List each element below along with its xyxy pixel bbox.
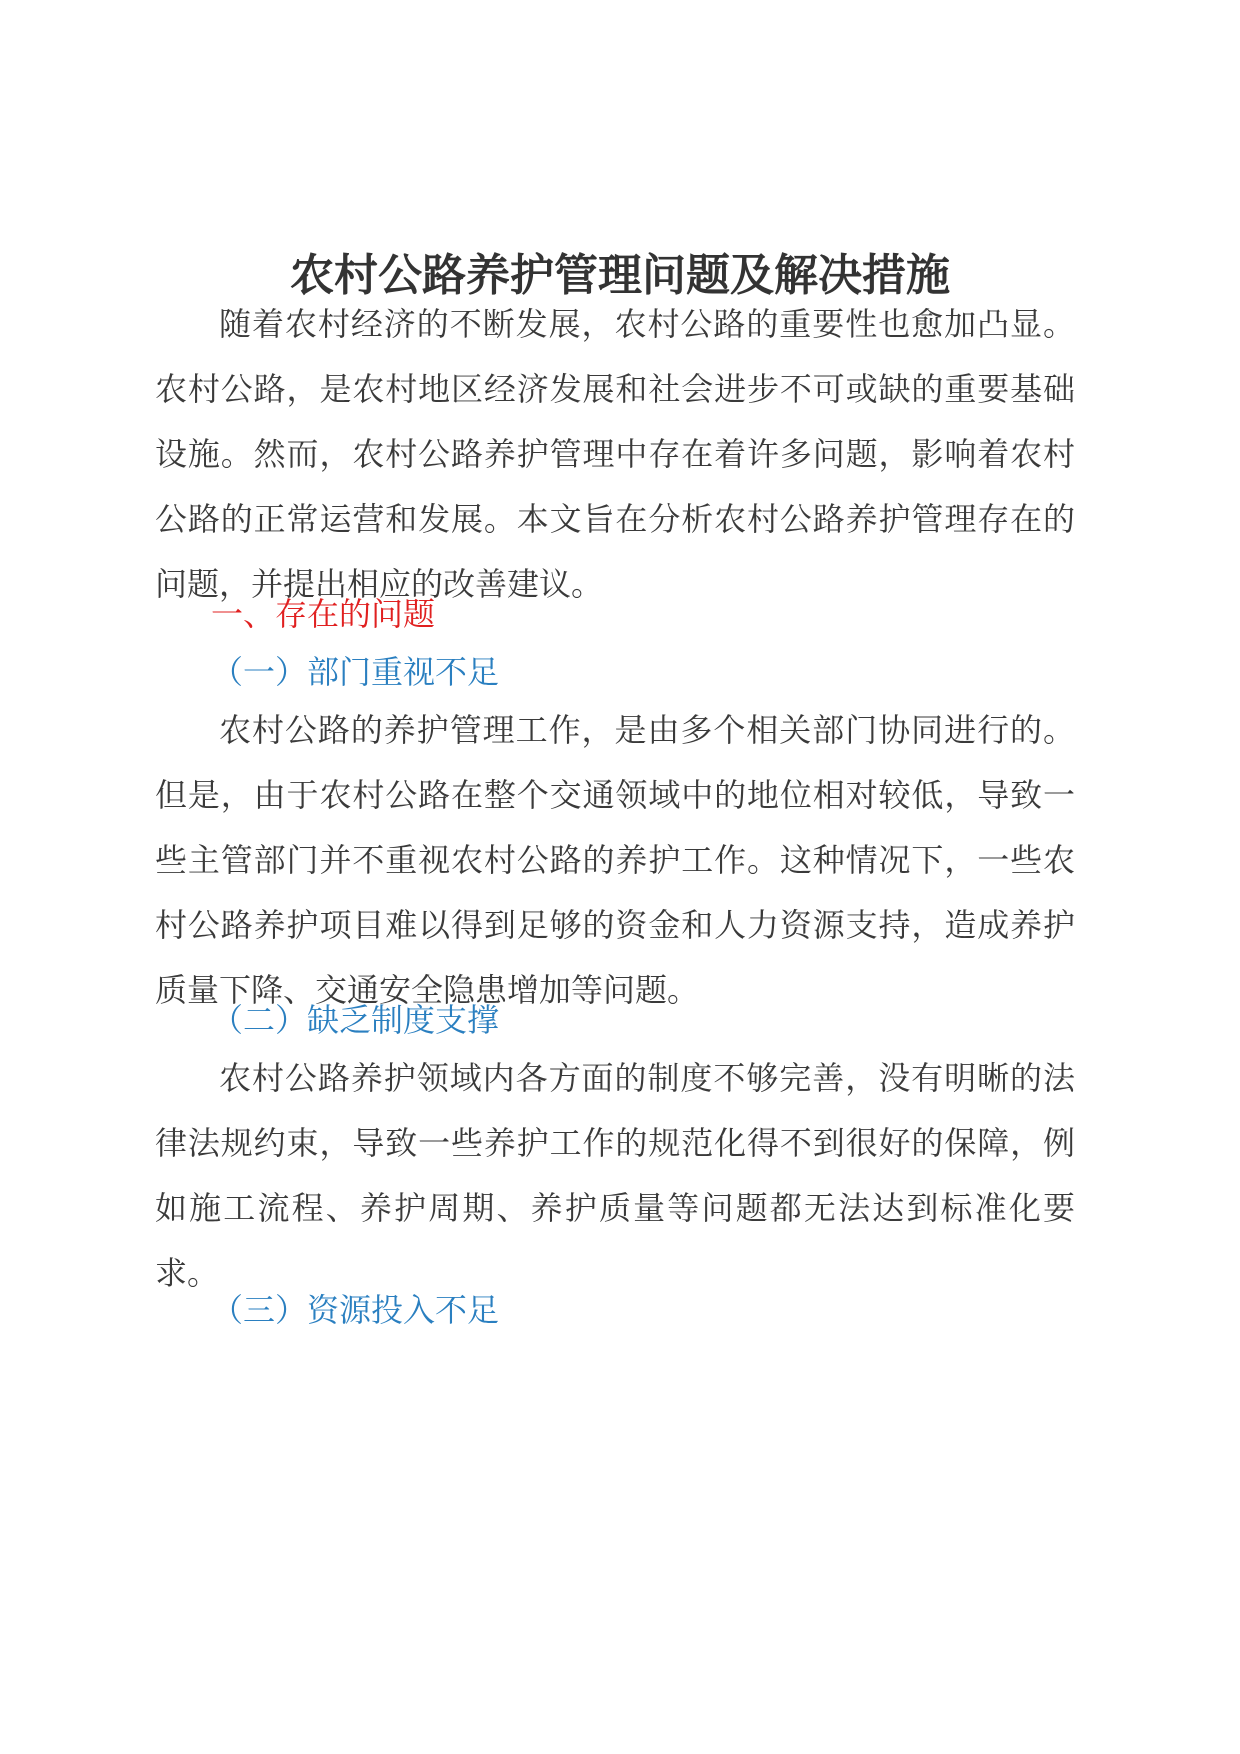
intro-paragraph: 随着农村经济的不断发展，农村公路的重要性也愈加凸显。农村公路，是农村地区经济发展和社会进步不可或缺的重要基础设施。然而，农村公路养护管理中存在着许多问题，影响着农村公路的正常运营和发展。本文旨在分析农村公路养护管理存在的问题，并提出相应的改善建议。 <box>155 305 1075 603</box>
subsection-heading-1: （一）部门重视不足 <box>211 653 500 691</box>
subsection-heading-3: （三）资源投入不足 <box>211 1291 500 1329</box>
document-title: 农村公路养护管理问题及解决措施 <box>290 250 950 301</box>
subsection-1-paragraph: 农村公路的养护管理工作，是由多个相关部门协同进行的。但是，由于农村公路在整个交通领域中的地位相对较低，导致一些主管部门并不重视农村公路的养护工作。这种情况下，一些农村公路养护项目难以得到足够的资金和人力资源支持，造成养护质量下降、交通安全隐患增加等问题。 <box>155 711 1075 1009</box>
section-heading-problems: 一、存在的问题 <box>211 595 436 633</box>
subsection-heading-2: （二）缺乏制度支撑 <box>211 1001 500 1039</box>
subsection-2-paragraph: 农村公路养护领域内各方面的制度不够完善，没有明晰的法律法规约束，导致一些养护工作的规范化得不到很好的保障，例如施工流程、养护周期、养护质量等问题都无法达到标准化要求。 <box>155 1059 1075 1292</box>
